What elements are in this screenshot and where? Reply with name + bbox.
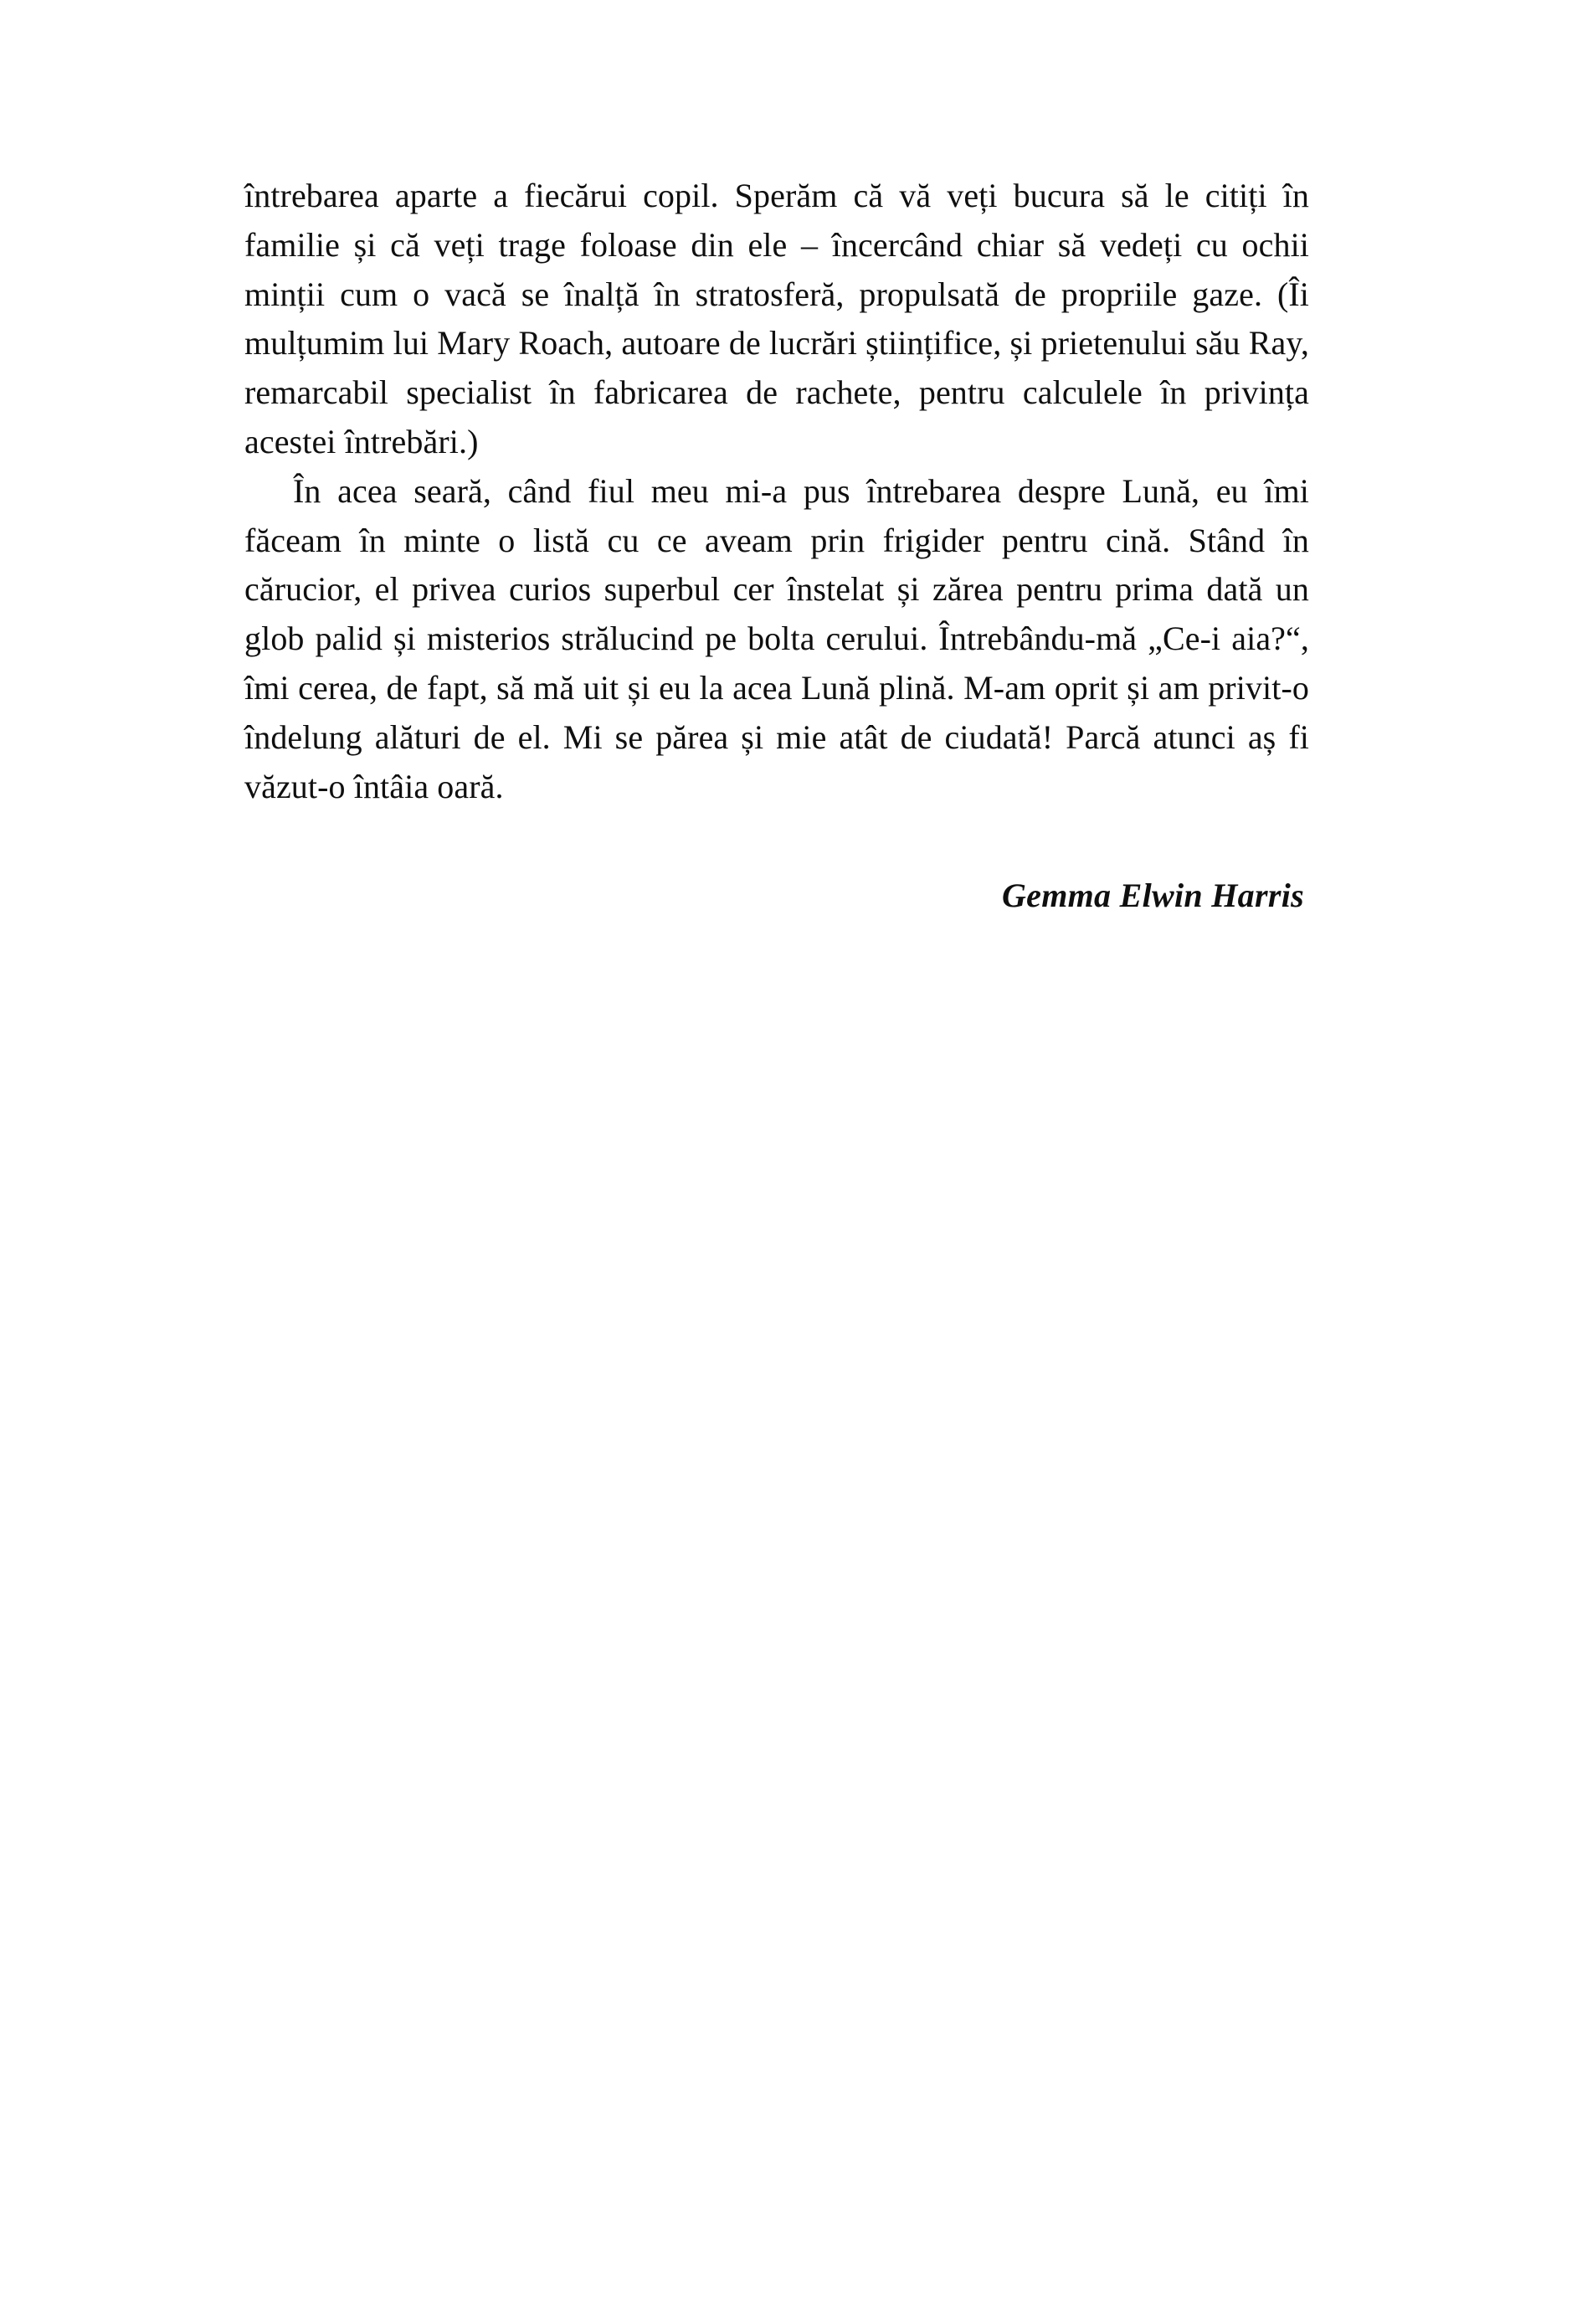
- paragraph-continuation: întrebarea aparte a fiecărui copil. Sperăm că vă veți bucura să le citiți în familie și că veți trage foloase din ele – încercând chiar să vedeți cu ochii minții cum o vacă se înalță în stratosferă, propulsată de propriile gaze. (Îi mulțumim lui Mary Roach, autoare de lucrări științifice, și prietenului său Ray, remarcabil specialist în fabricarea de rachete, pentru calculele în privința acestei întrebări.): [244, 177, 1309, 460]
- paragraph-moon-story: În acea seară, când fiul meu mi-a pus întrebarea despre Lună, eu îmi făceam în minte o listă cu ce aveam prin frigider pentru cină. Stând în cărucior, el privea curios superbul cer înstelat și zărea pentru prima dată un glob palid și misterios strălucind pe bolta cerului. Întrebându-mă „Ce-i aia?“, îmi cerea, de fapt, să mă uit și eu la acea Lună plină. M-am oprit și am privit-o îndelung alături de el. Mi se părea și mie atât de ciudată! Parcă atunci aș fi văzut-o întâia oară.: [244, 471, 1309, 805]
- page-text-block: [244, 172, 1309, 920]
- author-signature: Gemma Elwin Harris: [1001, 877, 1304, 915]
